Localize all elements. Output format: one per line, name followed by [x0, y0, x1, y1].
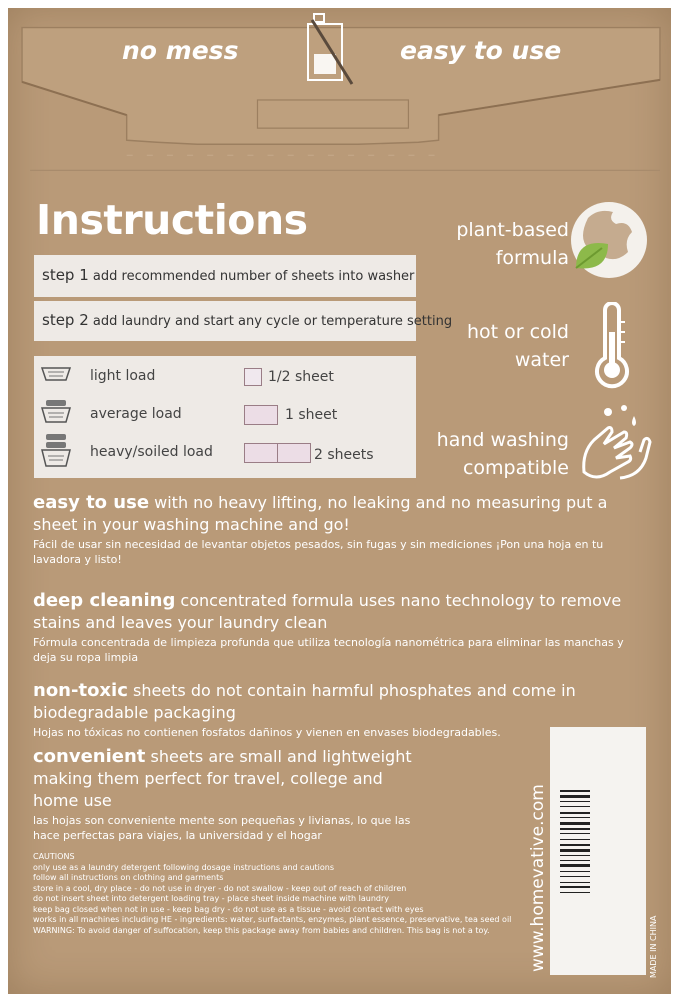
basket-light-icon [40, 362, 72, 384]
barcode-bar [560, 849, 590, 852]
barcode-bar [560, 892, 590, 893]
made-in-china-text [646, 890, 660, 980]
basket-heavy-icon [40, 432, 72, 470]
step-1-num: step 1 [42, 266, 89, 284]
section-deep-cleaning [33, 590, 633, 665]
caution-line-7: WARNING: To avoid danger of suffocation, keep this package away from babies and children. This bag is not a toy. [33, 925, 490, 935]
caution-line-3: store in a cool, dry place - do not use in dryer - do not swallow - keep out of reach of children [33, 883, 407, 893]
section-easy-to-use-title: easy to use [33, 492, 150, 513]
made-in-china-label: MADE IN CHINA [649, 915, 658, 978]
one-sheet-swatch [244, 405, 278, 425]
no-bottle-icon [298, 10, 358, 88]
sheet-label-light: 1/2 sheet [268, 369, 334, 385]
barcode-bar [560, 882, 590, 883]
hands-washing-icon [574, 402, 656, 486]
step-2-num: step 2 [42, 311, 89, 329]
easy-to-use-text: easy to use [400, 36, 562, 65]
section-easy-to-use [33, 492, 633, 567]
cautions-block [33, 852, 511, 936]
section-easy-to-use-es: Fácil de usar sin necesidad de levantar objetos pesados, sin fugas y sin mediciones ¡Pon una hoja en tu lavadora y listo! [33, 538, 604, 566]
barcode-bar [560, 855, 590, 856]
two-sheet-swatch-2 [277, 443, 311, 463]
feature-plant-based-line2: formula [495, 247, 569, 269]
thermometer-icon [592, 302, 632, 392]
barcode-bar [560, 812, 590, 814]
website-label: www.homevative.com [528, 784, 548, 972]
barcode-bar [560, 801, 590, 802]
barcode-bar [560, 860, 590, 861]
no-mess-text: no mess [122, 36, 239, 65]
barcode-bar [560, 871, 590, 872]
website-text [528, 740, 548, 980]
barcode-bar [560, 876, 590, 877]
cautions-title: CAUTIONS [33, 852, 75, 861]
caution-line-1: only use as a laundry detergent following dosage instructions and cautions [33, 862, 335, 872]
section-non-toxic-es: Hojas no tóxicas no contienen fosfatos dañinos y vienen en envases biodegradables. [33, 726, 501, 739]
feature-hot-cold-line1: hot or cold [466, 321, 569, 343]
step-1-text: add recommended number of sheets into washer [92, 269, 415, 284]
barcode-bar [560, 886, 590, 888]
section-non-toxic-en: sheets do not contain harmful phosphates and come in biodegradable packaging [33, 681, 576, 722]
sheet-label-average: 1 sheet [285, 407, 338, 423]
feature-plant-based-line1: plant-based [456, 219, 569, 241]
section-deep-cleaning-es: Fórmula concentrada de limpieza profunda que utiliza tecnología nanométrica para eliminar las manchas y deja su ropa limpia [33, 636, 624, 664]
barcode-bar [560, 839, 590, 840]
section-convenient-es: las hojas son conveniente mente son pequeñas y livianas, lo que las hace perfectas para viajes, la universidad y el hogar [33, 814, 411, 842]
barcode-bar [560, 822, 590, 825]
barcode-bar [560, 864, 590, 867]
sheet-label-heavy: 2 sheets [314, 447, 374, 463]
section-deep-cleaning-title: deep cleaning [33, 590, 176, 611]
feature-hand-washing-line2: compatible [462, 457, 569, 479]
load-label-heavy: heavy/soiled load [90, 444, 213, 460]
section-easy-to-use-en: with no heavy lifting, no leaking and no measuring put a sheet in your washing machine and go! [33, 493, 608, 534]
section-deep-cleaning-en: concentrated formula uses nano technology to remove stains and leaves your laundry clean [33, 591, 622, 632]
caution-line-4: do not insert sheet into detergent loading tray - place sheet inside machine with laundry [33, 894, 390, 903]
caution-line-2: follow all instructions on clothing and garments [33, 873, 224, 882]
load-label-average: average load [90, 406, 182, 422]
section-convenient [33, 746, 423, 843]
barcode [560, 790, 590, 960]
load-label-light: light load [90, 368, 156, 384]
earth-leaf-icon [568, 198, 650, 282]
section-convenient-en: sheets are small and lightweight making them perfect for travel, college and home use [33, 747, 412, 810]
section-convenient-title: convenient [33, 746, 146, 767]
barcode-bar [560, 817, 590, 818]
barcode-bar [560, 844, 590, 846]
barcode-bar [560, 795, 590, 798]
caution-line-6: works in all machines including HE - ingredients: water, surfactants, enzymes, plant essence, preservative, tea seed oil [33, 915, 512, 924]
caution-line-5: keep bag closed when not in use - keep bag dry - do not use as a tissue - avoid contact with eyes [33, 904, 424, 914]
barcode-bar [560, 806, 590, 807]
feature-plant-based [456, 216, 569, 272]
barcode-bar [560, 790, 590, 792]
feature-hand-washing [437, 426, 569, 482]
feature-hot-cold-line2: water [514, 349, 569, 371]
feature-hot-cold [467, 318, 569, 374]
section-non-toxic-title: non-toxic [33, 680, 128, 701]
basket-average-icon [40, 398, 72, 426]
two-sheet-swatch-1 [244, 443, 278, 463]
barcode-bar [560, 828, 590, 830]
half-sheet-swatch [244, 368, 262, 386]
step-1 [42, 266, 414, 284]
step-2-text: add laundry and start any cycle or temperature setting [92, 314, 453, 329]
step-2 [42, 311, 452, 329]
barcode-bar [560, 833, 590, 834]
instructions-heading: Instructions [36, 196, 308, 244]
section-non-toxic [33, 680, 593, 740]
feature-hand-washing-line1: hand washing [436, 429, 569, 451]
